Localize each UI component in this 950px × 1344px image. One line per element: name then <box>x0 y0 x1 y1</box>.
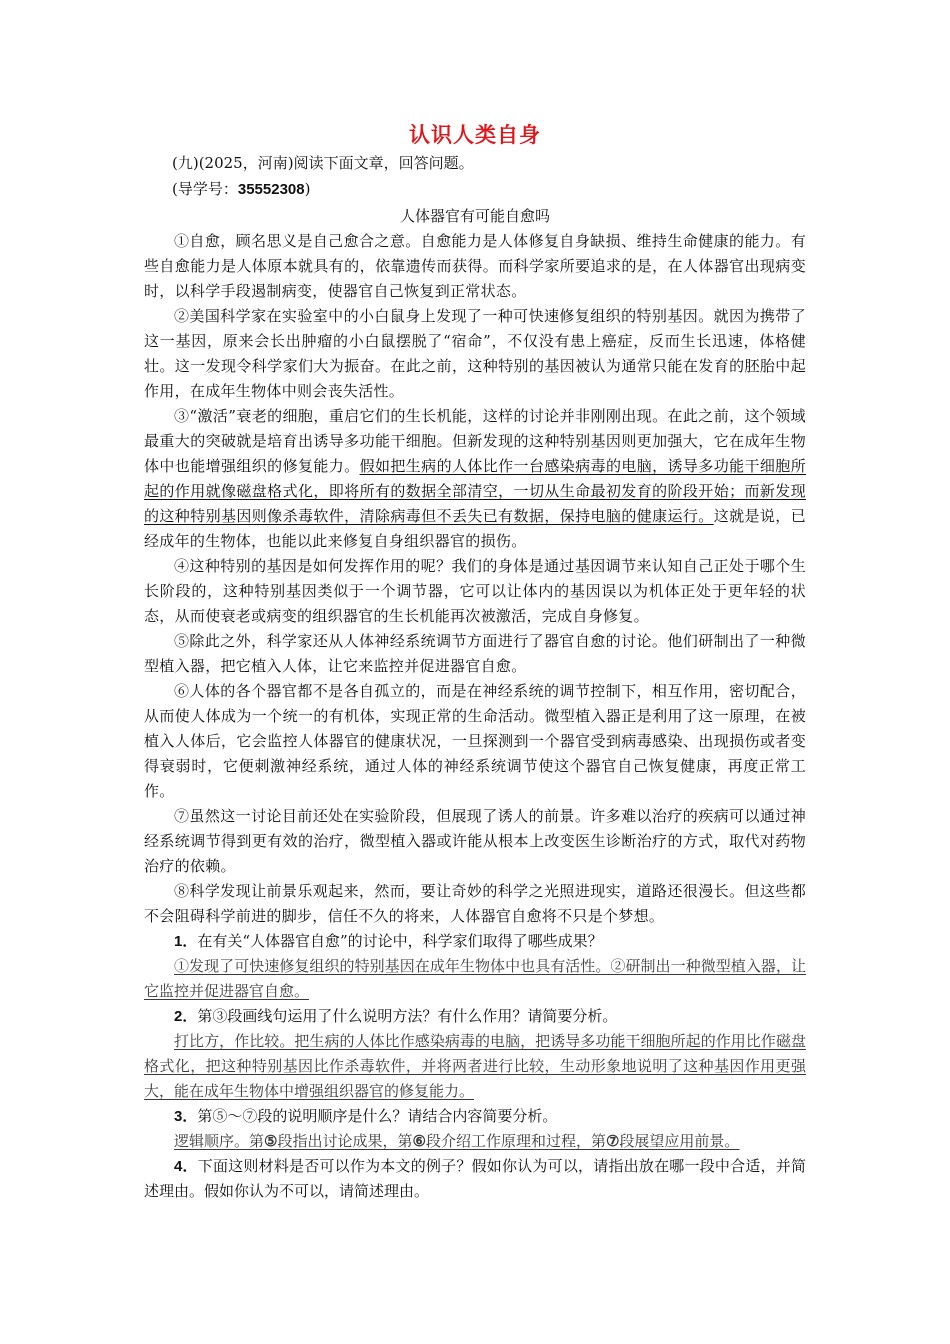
answer-3-marker: ⑤ <box>264 1132 278 1150</box>
guide-number: 35552308 <box>237 181 305 198</box>
question-4 <box>144 1154 806 1204</box>
question-1-text: 在有关“人体器官自愈”的讨论中，科学家们取得了哪些成果？ <box>197 932 603 950</box>
guide-number-line <box>172 176 806 203</box>
answer-2-text: 打比方，作比较。把生病的人体比作感染病毒的电脑，把诱导多功能干细胞所起的作用比作磁盘格式化，把这种特别基因比作杀毒软件，并将两者进行比较，生动形象地说明了这种基因作用更强大，能在成年生物体中增强组织器官的修复能力。 <box>144 1032 806 1100</box>
question-2-text: 第③段画线句运用了什么说明方法？有什么作用？请简要分析。 <box>197 1007 618 1025</box>
paragraph-3 <box>144 404 806 554</box>
paragraph-3-tail: 这就是说，已经成年的生物体，也能以此来修复自身组织器官的损伤。 <box>144 507 806 550</box>
paragraph-4: ④这种特别的基因是如何发挥作用的呢？我们的身体是通过基因调节来认知自己正处于哪个生长阶段的，这种特别基因类似于一个调节器，它可以让体内的基因误以为机体正处于更年轻的状态，从而使衰老或病变的组织器官的生长机能再次被激活，完成自身修复。 <box>144 557 806 625</box>
question-2-number: 2． <box>174 1008 198 1025</box>
answer-3-marker: ⑦ <box>605 1132 620 1150</box>
question-3-text: 第⑤～⑦段的说明顺序是什么？请结合内容简要分析。 <box>197 1107 558 1125</box>
paragraph-2: ②美国科学家在实验室中的小白鼠身上发现了一种可快速修复组织的特别基因。就因为携带了这一基因，原来会长出肿瘤的小白鼠摆脱了“宿命”，不仅没有患上癌症，反而生长迅速，体格健壮。这一发现令科学家们大为振奋。在此之前，这种特别的基因被认为通常只能在发育的胚胎中起作用，在成年生物体中则会丧失活性。 <box>144 307 806 400</box>
answer-3-part: 逻辑顺序。第 <box>174 1132 265 1150</box>
answer-1-text: ①发现了可快速修复组织的特别基因在成年生物体中也具有活性。②研制出一种微型植入器，让它监控并促进器官自愈。 <box>144 957 806 1000</box>
paragraph-7: ⑦虽然这一讨论目前还处在实验阶段，但展现了诱人的前景。许多难以治疗的疾病可以通过神经系统调节得到更有效的治疗，微型植入器或许能从根本上改变医生诊断治疗的方式，取代对药物治疗的依赖。 <box>144 807 806 875</box>
guide-suffix: ) <box>304 180 311 198</box>
answer-1 <box>144 954 806 1004</box>
paragraph-3-underlined-sentence: 假如把生病的人体比作一台感染病毒的电脑，诱导多功能干细胞所起的作用就像磁盘格式化，即将所有的数据全部清空，一切从生命最初发育的阶段开始；而新发现的这种特别基因则像杀毒软件，清除病毒但不丢失已有数据，保持电脑的健康运行。 <box>144 457 807 525</box>
paragraph-8: ⑧科学发现让前景乐观起来，然而，要让奇妙的科学之光照进现实，道路还很漫长。但这些都不会阻碍科学前进的脚步，信任不久的将来，人体器官自愈将不只是个梦想。 <box>144 882 806 925</box>
question-4-text: 下面这则材料是否可以作为本文的例子？假如你认为可以，请指出放在哪一段中合适，并简述理由。假如你认为不可以，请简述理由。 <box>144 1157 806 1200</box>
question-1 <box>144 929 806 954</box>
paragraph-1: ①自愈，顾名思义是自己愈合之意。自愈能力是人体修复自身缺损、维持生命健康的能力。有些自愈能力是人体原本就具有的，依靠遗传而获得。而科学家所要追求的是，在人体器官出现病变时，以科学手段遏制病变，使器官自己恢复到正常状态。 <box>144 232 806 300</box>
paragraph-3-lead: ③“激活”衰老的细胞，重启它们的生长机能，这样的讨论并非刚刚出现。在此之前，这个领域最重大的突破就是培育出诱导多功能干细胞。但新发现的这种特别基因则更加强大，它在成年生物体中也能增强组织的修复能力。 <box>144 407 806 475</box>
answer-3-part: 段介绍工作原理和过程，第 <box>425 1132 606 1150</box>
question-2 <box>144 1004 806 1029</box>
answer-3 <box>144 1129 806 1154</box>
answer-3-text <box>174 1132 739 1150</box>
question-4-number: 4． <box>174 1158 198 1175</box>
question-3 <box>144 1104 806 1129</box>
answer-3-part: 段展望应用前景。 <box>619 1132 740 1150</box>
page-title: 认识人类自身 <box>409 122 541 147</box>
answer-3-marker: ⑥ <box>412 1132 426 1150</box>
document-page <box>144 120 806 1204</box>
question-source: (九)(2025，河南)阅读下面文章，回答问题。 <box>172 154 474 172</box>
question-1-number: 1． <box>174 933 198 950</box>
paragraph-5: ⑤除此之外，科学家还从人体神经系统调节方面进行了器官自愈的讨论。他们研制出了一种微型植入器，把它植入人体，让它来监控并促进器官自愈。 <box>144 632 806 675</box>
article-title: 人体器官有可能自愈吗 <box>399 207 550 225</box>
answer-2 <box>144 1029 806 1104</box>
guide-prefix: (导学号： <box>172 180 238 198</box>
answer-3-part: 段指出讨论成果，第 <box>277 1132 413 1150</box>
question-3-number: 3． <box>174 1108 198 1125</box>
paragraph-6: ⑥人体的各个器官都不是各自孤立的，而是在神经系统的调节控制下，相互作用，密切配合，从而使人体成为一个统一的有机体，实现正常的生命活动。微型植入器正是利用了这一原理，在被植入人体后，它会监控人体器官的健康状况，一旦探测到一个器官受到病毒感染、出现损伤或者变得衰弱时，它便刺激神经系统，通过人体的神经系统调节使这个器官自己恢复健康，再度正常工作。 <box>144 682 806 800</box>
